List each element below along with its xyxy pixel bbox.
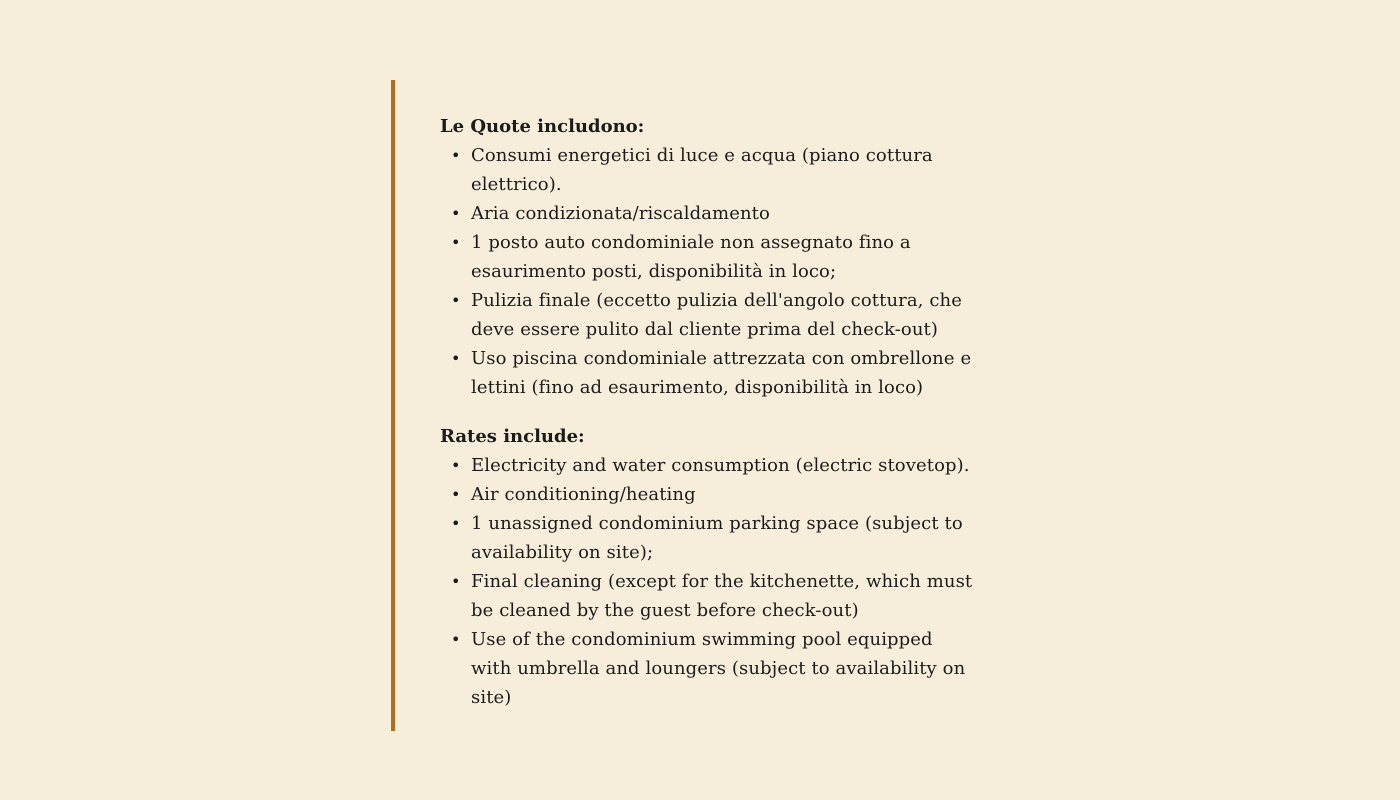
list-item-line: 1 posto auto condominiale non assegnato fino a — [471, 232, 911, 253]
list-item-line: Air conditioning/heating — [471, 484, 696, 505]
list-item-line: with umbrella and loungers (subject to availability on — [471, 658, 966, 679]
bullet-icon: • — [451, 204, 461, 223]
list-item-line: Final cleaning (except for the kitchenette, which must — [471, 571, 973, 592]
list-item-line: Uso piscina condominiale attrezzata con ombrellone e — [471, 348, 972, 369]
vertical-accent-bar — [391, 80, 395, 731]
bullet-icon: • — [451, 514, 461, 533]
list-item — [440, 480, 1020, 509]
inclusions-list-italian — [440, 141, 1020, 402]
bullet-icon: • — [451, 456, 461, 475]
list-item — [440, 228, 1020, 286]
list-item — [440, 344, 1020, 402]
list-item — [440, 141, 1020, 199]
list-item — [440, 451, 1020, 480]
list-item — [440, 286, 1020, 344]
english-rates-section — [440, 422, 1020, 712]
bullet-icon: • — [451, 233, 461, 252]
list-item-line: site) — [471, 687, 512, 708]
list-item-line: elettrico). — [471, 174, 562, 195]
list-item-line: Aria condizionata/riscaldamento — [471, 203, 770, 224]
list-item-line: Consumi energetici di luce e acqua (piano cottura — [471, 145, 933, 166]
bullet-icon: • — [451, 572, 461, 591]
list-item-line: Pulizia finale (eccetto pulizia dell'angolo cottura, che — [471, 290, 962, 311]
bullet-icon: • — [451, 349, 461, 368]
section-title: Rates include: — [440, 426, 585, 447]
list-item — [440, 625, 1020, 712]
bullet-icon: • — [451, 291, 461, 310]
list-item-line: esaurimento posti, disponibilità in loco; — [471, 261, 837, 282]
list-item — [440, 509, 1020, 567]
list-item-line: Electricity and water consumption (electric stovetop). — [471, 455, 970, 476]
list-item — [440, 199, 1020, 228]
list-item-line: be cleaned by the guest before check-out) — [471, 600, 859, 621]
inclusions-list-english — [440, 451, 1020, 712]
bullet-icon: • — [451, 146, 461, 165]
bullet-icon: • — [451, 485, 461, 504]
rates-content — [440, 112, 1020, 712]
section-title: Le Quote includono: — [440, 116, 645, 137]
list-item-line: lettini (fino ad esaurimento, disponibilità in loco) — [471, 377, 924, 398]
bullet-icon: • — [451, 630, 461, 649]
italian-rates-section — [440, 112, 1020, 402]
list-item-line: 1 unassigned condominium parking space (subject to — [471, 513, 963, 534]
list-item-line: Use of the condominium swimming pool equipped — [471, 629, 933, 650]
list-item-line: availability on site); — [471, 542, 654, 563]
list-item — [440, 567, 1020, 625]
list-item-line: deve essere pulito dal cliente prima del check-out) — [471, 319, 938, 340]
